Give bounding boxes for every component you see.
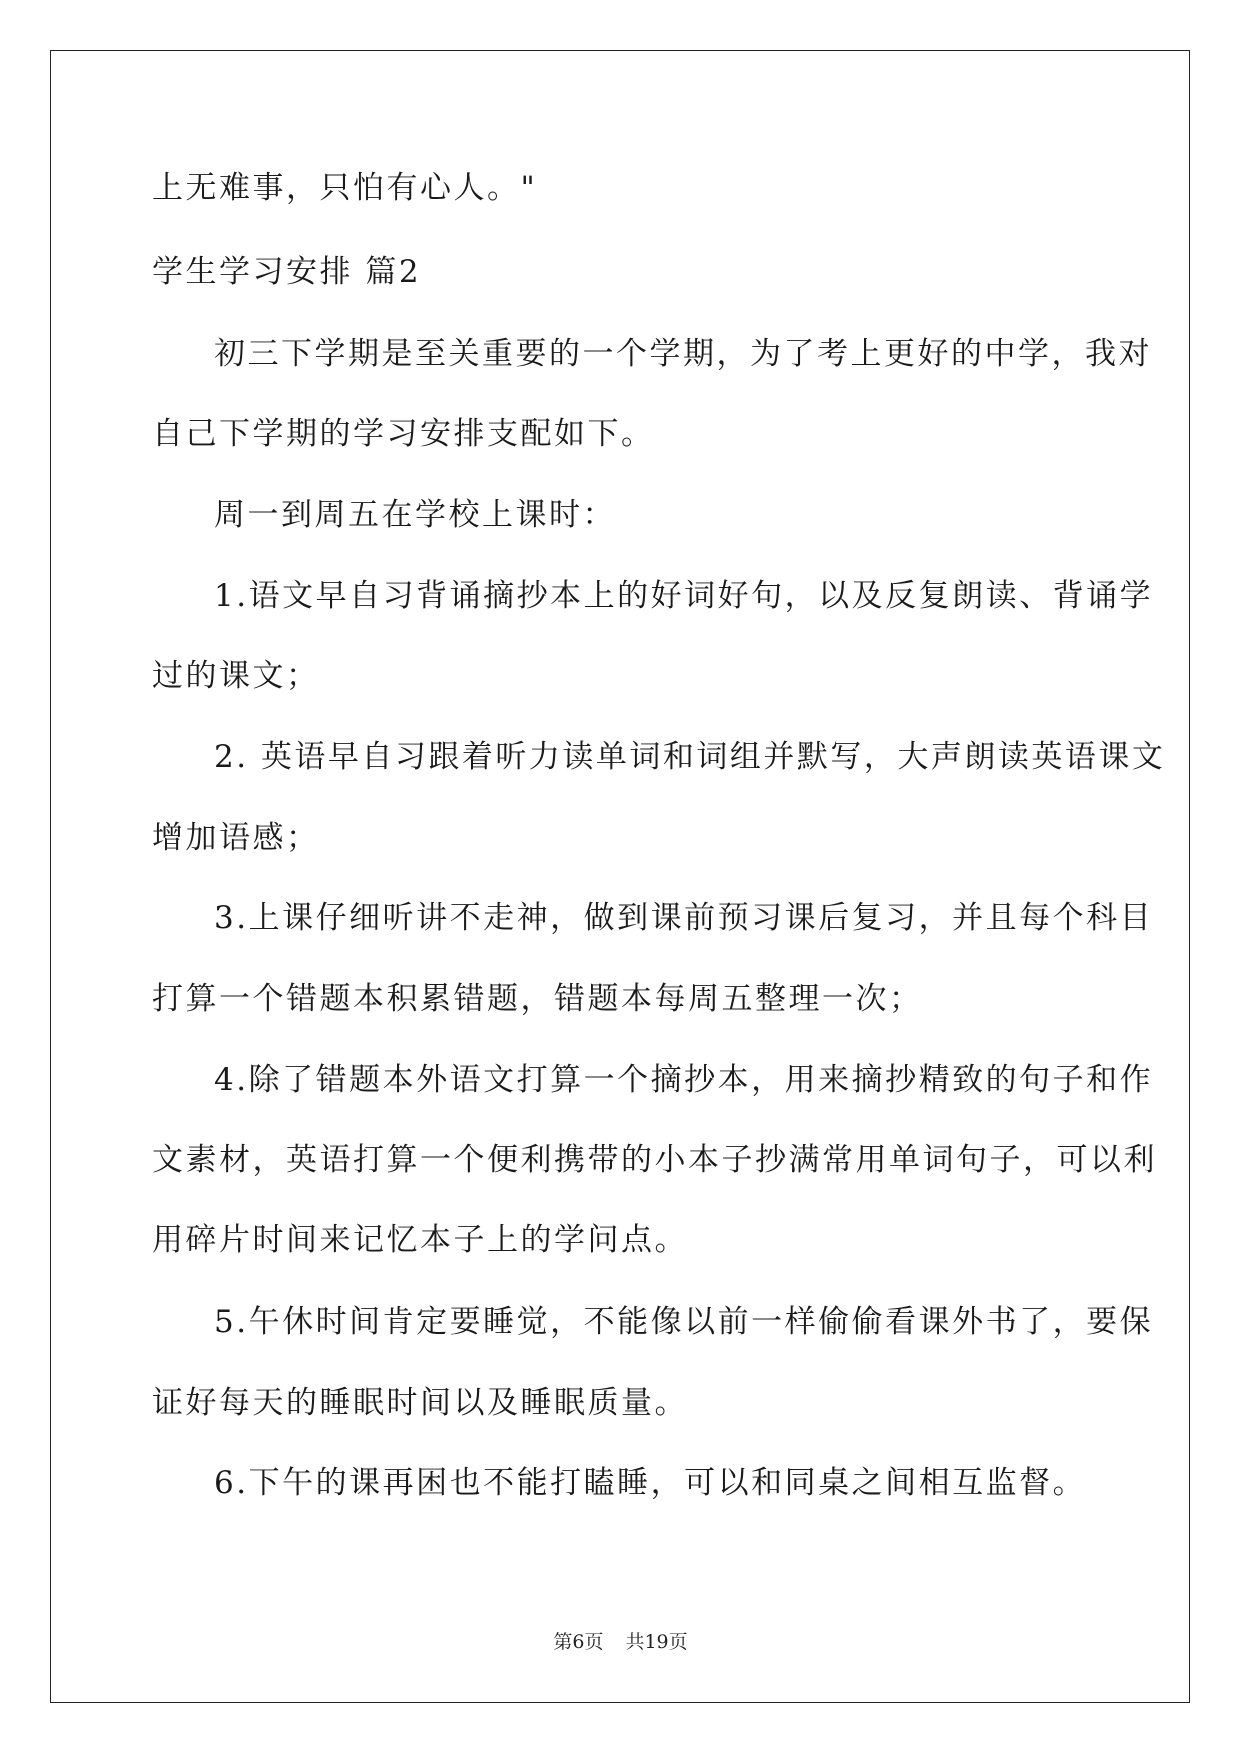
section-heading: 学生学习安排 篇2 — [152, 254, 422, 290]
list-item-line: 3.上课仔细听讲不走神，做到课前预习课后复习，并且每个科目 — [214, 900, 1154, 936]
page-number: 第6页 — [553, 1631, 604, 1653]
list-item-line: 证好每天的睡眠时间以及睡眠质量。 — [152, 1385, 688, 1421]
paragraph-line: 周一到周五在学校上课时： — [214, 497, 616, 533]
list-item-line: 增加语感； — [152, 820, 320, 856]
list-item-line: 用碎片时间来记忆本子上的学问点。 — [152, 1222, 688, 1258]
page-border — [50, 50, 1190, 1703]
paragraph-line: 自己下学期的学习安排支配如下。 — [152, 416, 655, 452]
list-item-line: 过的课文； — [152, 658, 320, 694]
paragraph-line: 初三下学期是至关重要的一个学期，为了考上更好的中学，我对 — [214, 336, 1152, 372]
list-item-line: 1.语文早自习背诵摘抄本上的好词好句，以及反复朗读、背诵学 — [214, 578, 1154, 614]
list-item-line: 6.下午的课再困也不能打瞌睡，可以和同桌之间相互监督。 — [214, 1465, 1087, 1501]
list-item-line: 2. 英语早自习跟着听力读单词和词组并默写，大声朗读英语课文 — [214, 739, 1166, 775]
text-line: 上无难事，只怕有心人。" — [152, 170, 538, 206]
page-footer — [0, 1630, 1241, 1654]
list-item-line: 5.午休时间肯定要睡觉，不能像以前一样偷偷看课外书了，要保 — [214, 1304, 1154, 1340]
list-item-line: 文素材，英语打算一个便利携带的小本子抄满常用单词句子，可以利 — [152, 1142, 1157, 1178]
page-total: 共19页 — [625, 1631, 688, 1653]
list-item-line: 打算一个错题本积累错题，错题本每周五整理一次； — [152, 981, 923, 1017]
list-item-line: 4.除了错题本外语文打算一个摘抄本，用来摘抄精致的句子和作 — [214, 1062, 1154, 1098]
